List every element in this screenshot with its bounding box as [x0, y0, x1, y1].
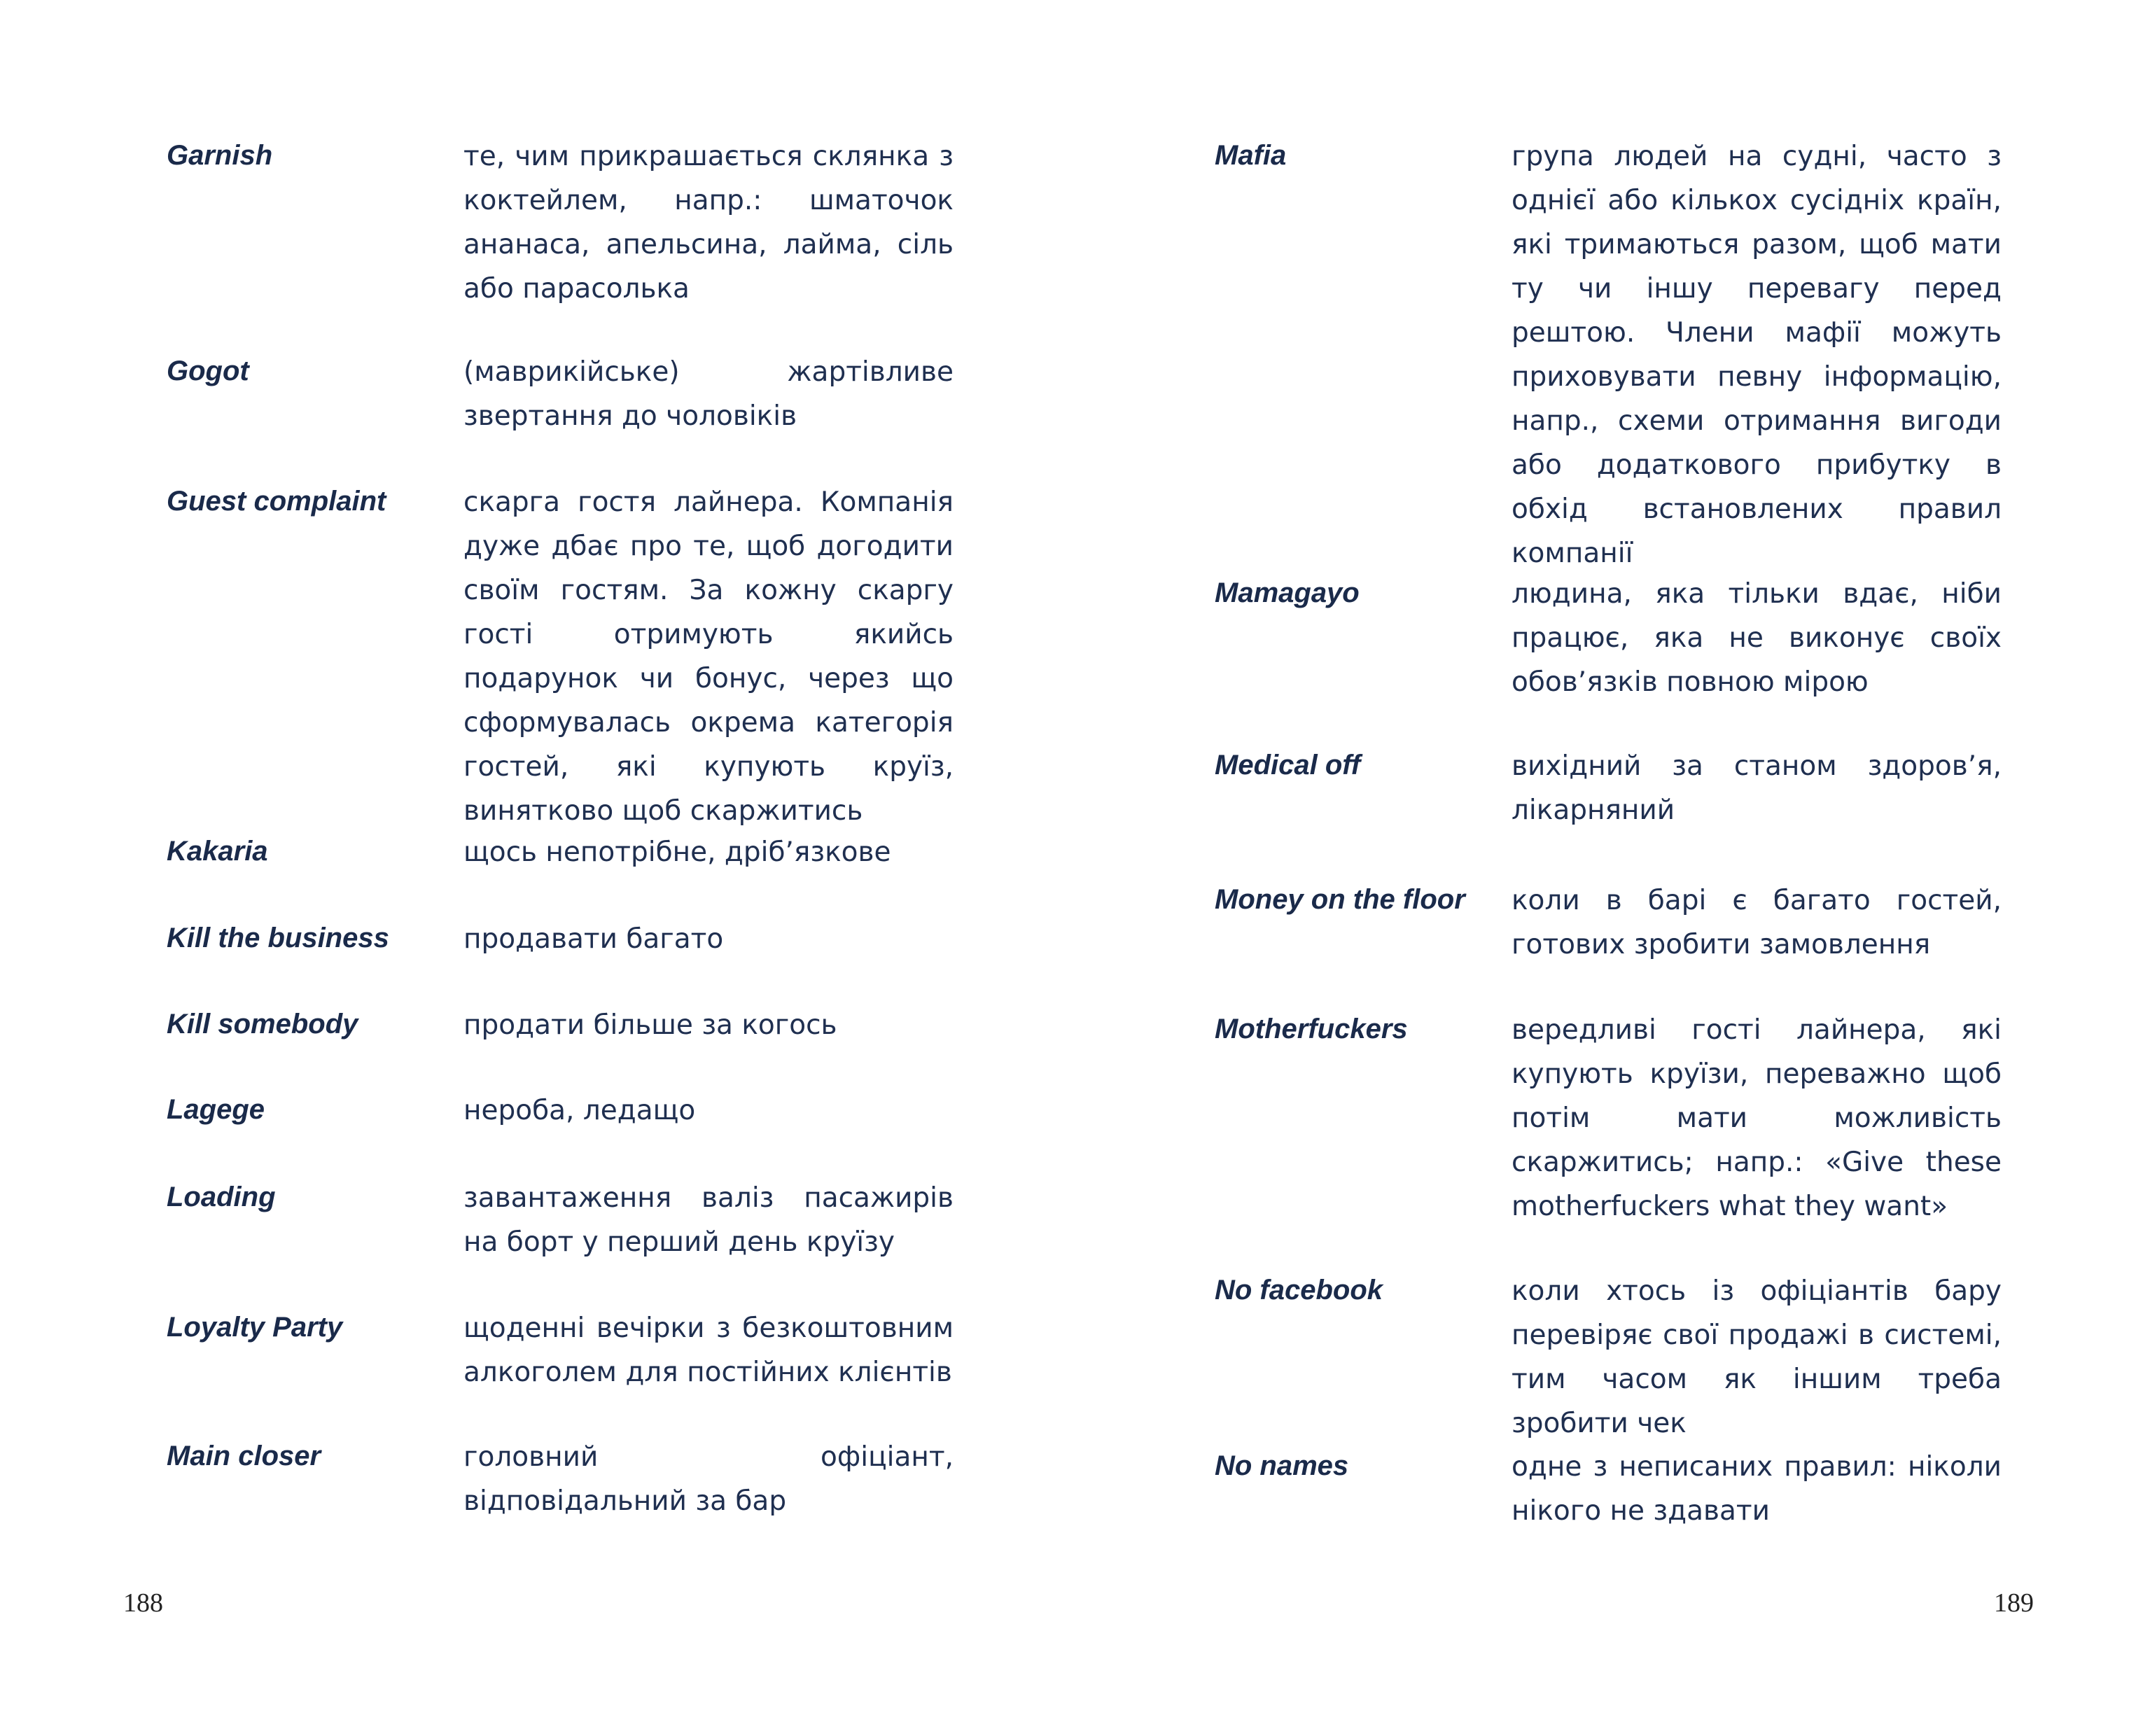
glossary-term: Kill somebody: [167, 1009, 358, 1040]
glossary-definition: (маврикійське) жартівливе звертання до чоловіків: [463, 356, 954, 432]
glossary-definition: людина, яка тільки вдає, ніби працює, яка не виконує своїх обов’язків повною мірою: [1512, 578, 2002, 698]
page-number: 189: [1994, 1588, 2034, 1618]
glossary-term: Medical off: [1215, 750, 1361, 780]
glossary-term: Garnish: [167, 140, 273, 171]
glossary-term: Gogot: [167, 356, 249, 386]
glossary-definition: група людей на судні, часто з однієї або кількох сусідніх країн, які тримаються разом, щоб мати ту чи іншу перевагу перед рештою. Члени мафії можуть приховувати певну інформацію, напр., схеми отримання вигоди або додаткового прибутку в обхід встановлених правил компанії: [1512, 141, 2002, 569]
glossary-term: Mamagayo: [1215, 578, 1360, 608]
glossary-term: No facebook: [1215, 1275, 1383, 1306]
glossary-term: Main closer: [167, 1441, 321, 1471]
glossary-definition: скарга гостя лайнера. Компанія дуже дбає про те, щоб догодити своїм гостям. За кожну скаргу гості отримують якийсь подарунок чи бонус, через що сформувалась окрема категорія гостей, які купують круїз, винятково щоб скаржитись: [463, 486, 954, 827]
glossary-term: Lagege: [167, 1094, 265, 1125]
glossary-term: Loading: [167, 1182, 276, 1212]
glossary-definition: продати більше за когось: [463, 1009, 837, 1041]
glossary-term: Loyalty Party: [167, 1312, 343, 1343]
glossary-definition: щось непотрібне, дріб’язкове: [463, 836, 891, 868]
glossary-definition: вередливі гості лайнера, які купують круїзи, переважно щоб потім мати можливість скаржитись; напр.: «Give these motherfuckers what they want»: [1512, 1014, 2002, 1222]
glossary-definition: нероба, ледащо: [463, 1095, 696, 1126]
glossary-definition: коли хтось із офіціантів бару перевіряє свої продажі в системі, тим часом як іншим треба зробити чек: [1512, 1275, 2002, 1439]
glossary-term: Kill the business: [167, 923, 389, 953]
right-page: [1075, 0, 2150, 1736]
glossary-definition: щоденні вечірки з безкоштовним алкоголем для постійних клієнтів: [463, 1312, 954, 1388]
glossary-definition: продавати багато: [463, 923, 724, 955]
glossary-term: Money on the floor: [1215, 884, 1465, 915]
glossary-definition: вихідний за станом здоров’я, лікарняний: [1512, 750, 2002, 826]
glossary-term: Kakaria: [167, 836, 268, 867]
glossary-definition: те, чим прикрашається склянка з коктейлем, напр.: шматочок ананаса, апельсина, лайма, сіль або парасолька: [463, 141, 954, 304]
glossary-term: Motherfuckers: [1215, 1014, 1408, 1044]
glossary-term: Guest complaint: [167, 486, 386, 517]
page-number: 188: [123, 1588, 163, 1618]
glossary-definition: коли в барі є багато гостей, готових зробити замовлення: [1512, 885, 2002, 960]
glossary-definition: одне з неписаних правил: ніколи нікого не здавати: [1512, 1451, 2002, 1527]
glossary-term: No names: [1215, 1450, 1349, 1481]
glossary-term: Mafia: [1215, 140, 1287, 171]
glossary-definition: головний офіціант, відповідальний за бар: [463, 1441, 954, 1517]
glossary-definition: завантаження валіз пасажирів на борт у перший день круїзу: [463, 1182, 954, 1258]
